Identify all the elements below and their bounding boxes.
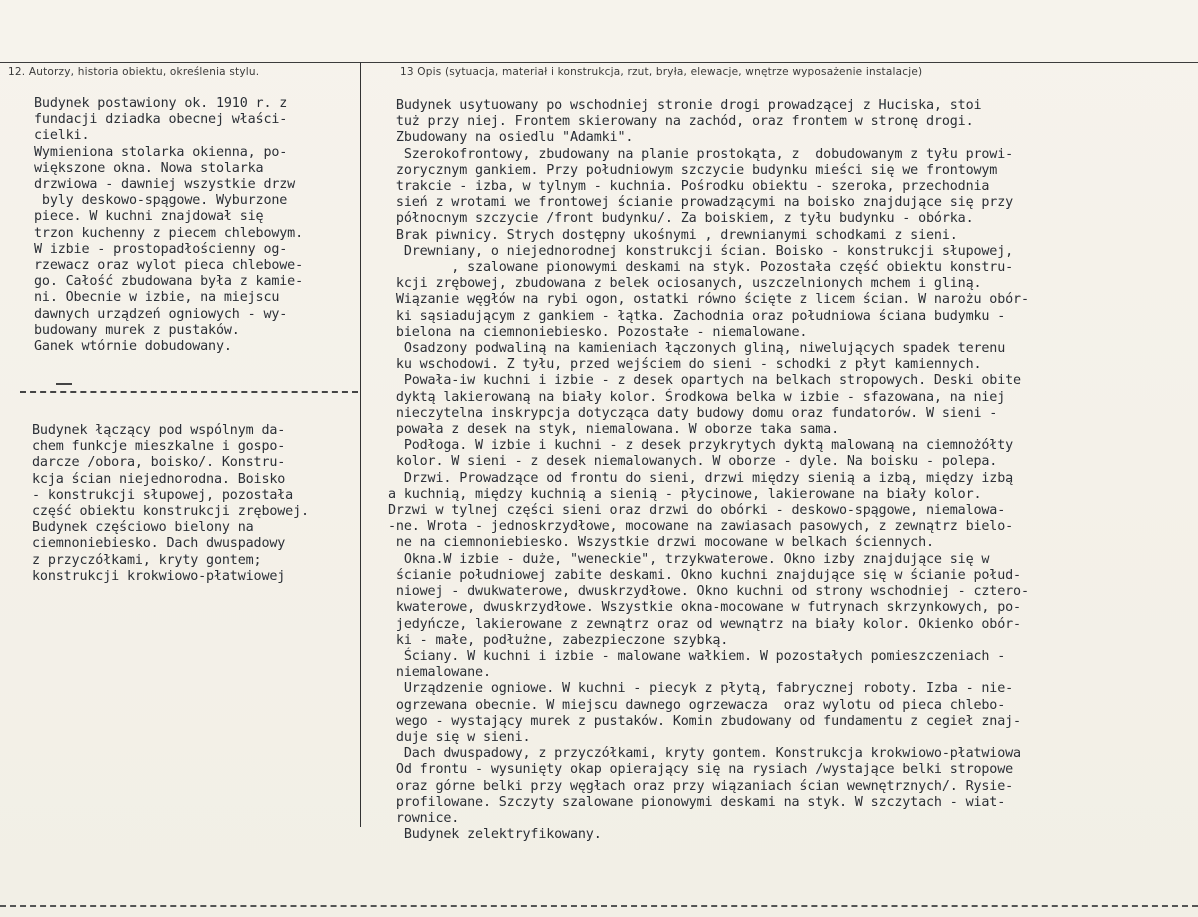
column-divider	[360, 62, 361, 827]
top-rule	[0, 62, 1198, 63]
building-description-text: Budynek usytuowany po wschodniej stronie drogi prowadzącej z Huciska, stoi tuż przy niej. Frontem skierowany na zachód, oraz frontem w stronę drogi. Zbudowany na osiedlu "Adamki". Szerokofrontowy, zbudowany na planie prostokąta, z dobudowanym z tyłu prowi- zorycznym gankiem. Przy południowym szczycie budynku mieści się we frontowym trakcie - izba, w tylnym - kuchnia. Pośrodku obiektu - szeroka, przechodnia sień z wrotami we frontowej ścianie prowadzącymi na boisko znajdujące się przy północnym szczycie /front budynku/. Za boiskiem, z tyłu budynku - obórka. Brak piwnicy. Strych dostępny ukośnymi , drewnianymi schodkami z sieni. Drewniany, o niejednorodnej konstrukcji ścian. Boisko - konstrukcji słupowej, , szalowane pionowymi deskami na styk. Pozostała część obiektu konstru- kcji zrębowej, zbudowana z belek ociosanych, uszczelnionych mchem i gliną. Wiązanie węgłów na rybi ogon, ostatki równo ścięte z licem ścian. W narożu obór- ki sąsiadującym z gankiem - łątka. Zachodnia oraz południowa ściana budymku - bielona na ciemnoniebiesko. Pozostałe - niemalowane. Osadzony podwaliną na kamieniach łączonych gliną, niwelujących spadek terenu ku wschodowi. Z tyłu, przed wejściem do sieni - schodki z płyt kamiennych. Powała-iw kuchni i izbie - z desek opartych na belkach stropowych. Deski obite dyktą lakierowaną na biały kolor. Środkowa belka w izbie - sfazowana, na niej nieczytelna inskrypcja dotycząca daty budowy domu oraz fundatorów. W sieni - powała z desek na styk, niemalowana. W oborze taka sama. Podłoga. W izbie i kuchni - z desek przykrytych dyktą malowaną na ciemnożółty kolor. W sieni - z desek niemalowanych. W oborze - dyle. Na boisku - polepa. Drzwi. Prowadzące od frontu do sieni, drzwi między sienią a izbą, między izbą a kuchnią, między kuchnią a sienią - płycinowe, lakierowane na biały kolor. Drzwi w tylnej części sieni oraz drzwi do obórki - deskowo-spągowe, niemalowa- -ne. Wrota - jednoskrzydłowe, mocowane na zawiasach pasowych, z zewnątrz bielo- ne na ciemnoniebiesko. Wszystkie drzwi mocowane w belkach ściennych. Okna.W izbie - duże, "weneckie", trzykwaterowe. Okno izby znajdujące się w ścianie południowej zabite deskami. Okno kuchni znajdujące się w ścianie połud- niowej - dwukwaterowe, dwuskrzydłowe. Okno kuchni od strony wschodniej - cztero- kwaterowe, dwuskrzydłowe. Wszystkie okna-mocowane w futrynach skrzynkowych, po- jedyńcze, lakierowane z zewnątrz oraz od wewnątrz na biały kolor. Okienko obór- ki - małe, podłużne, zabezpieczone szybką. Ściany. W kuchni i izbie - malowane wałkiem. W pozostałych pomieszczeniach - niemalowane. Urządzenie ogniowe. W kuchni - piecyk z płytą, fabrycznej roboty. Izba - nie- ogrzewana obecnie. W miejscu dawnego ogrzewacza oraz wylotu od pieca chlebo- wego - wystający murek z pustaków. Komin zbudowany od fundamentu z cegieł znaj- duje się w sieni. Dach dwuspadowy, z przyczółkami, kryty gontem. Konstrukcja krokwiowo-płatwiowa Od frontu - wysunięty okap opierający się na rysiach /wystające belki stropowe oraz górne belki przy węgłach oraz przy wiązaniach ścian wewnętrznych/. Rysie- profilowane. Szczyty szalowane pionowymi deskami na styk. W szczytach - wiat- rownice. Budynek zelektryfikowany.	[388, 98, 1029, 843]
section-12-header: 12. Autorzy, historia obiektu, określenia stylu.	[8, 66, 260, 78]
bottom-rule	[0, 905, 1198, 907]
style-description-text: Budynek łączący pod wspólnym da- chem funkcje mieszkalne i gospo- darcze /obora, boisko/. Konstru- kcja ścian niejednorodna. Boisko - konstrukcji słupowej, pozostała część obiektu konstrukcji zrębowej. Budynek częściowo bielony na ciemnoniebiesko. Dach dwuspadowy z przyczółkami, kryty gontem; konstrukcji krokwiowo-płatwiowej	[32, 423, 309, 584]
history-text: Budynek postawiony ok. 1910 r. z fundacji dziadka obecnej właści- cielki. Wymieniona stolarka okienna, po- większone okna. Nowa stolarka drzwiowa - dawniej wszystkie drzw byly deskowo-spągowe. Wyburzone piece. W kuchni znajdował się trzon kuchenny z piecem chlebowym. W izbie - prostopadłościenny og- rzewacz oraz wylot pieca chlebowe- go. Całość zbudowana była z kamie- ni. Obecnie w izbie, na miejscu dawnych urządzeń ogniowych - wy- budowany murek z pustaków. Ganek wtórnie dobudowany.	[34, 96, 304, 355]
dashed-separator	[20, 391, 358, 393]
section-13-header: 13 Opis (sytuacja, materiał i konstrukcja, rzut, bryła, elewacje, wnętrze wyposażenie instalacje)	[400, 66, 923, 78]
short-dash	[56, 383, 72, 385]
